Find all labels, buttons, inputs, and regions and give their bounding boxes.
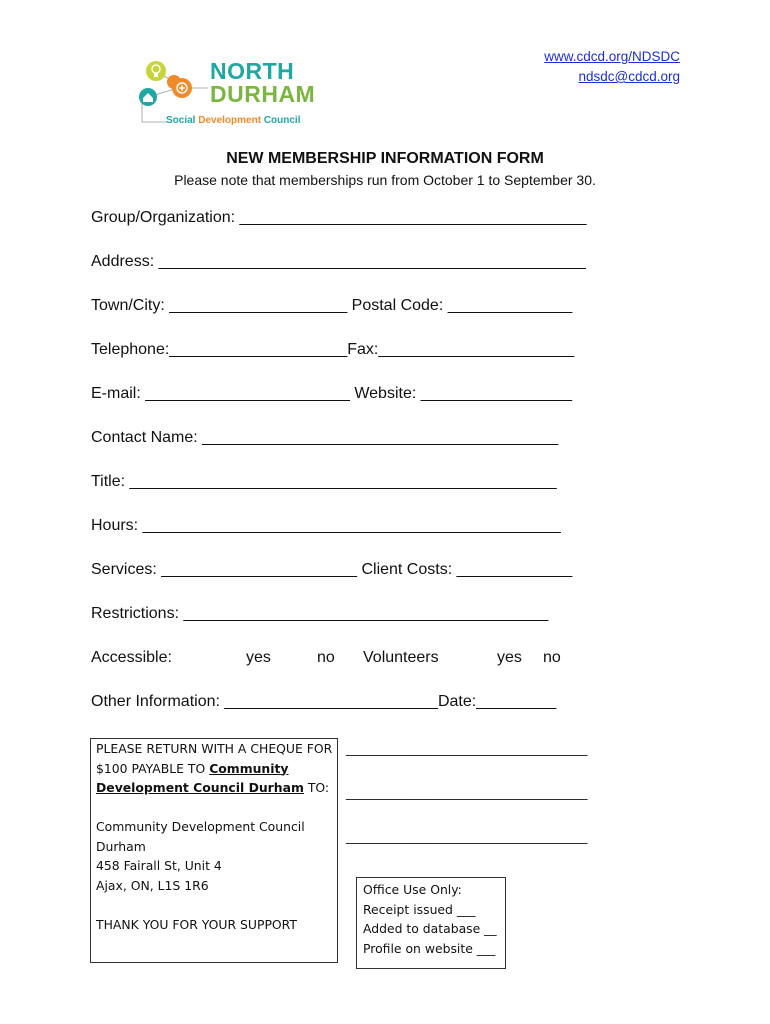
hours-field[interactable]: Hours: _______________________________________________ xyxy=(91,517,561,534)
logo-durham: DURHAM xyxy=(210,81,316,107)
town-postal-field[interactable]: Town/City: ____________________ Postal Code: ______________ xyxy=(91,297,573,314)
header-links xyxy=(544,47,680,87)
logo-north: NORTH xyxy=(210,58,295,84)
volunteers-label: Volunteers xyxy=(363,649,439,666)
logo-sub-social: Social xyxy=(166,115,196,126)
services-costs-field[interactable]: Services: ______________________ Client Costs: _____________ xyxy=(91,561,573,578)
restrictions-field[interactable]: Restrictions: _________________________________________ xyxy=(91,605,549,622)
profile-on-website-field[interactable]: Profile on website ___ xyxy=(363,940,496,956)
signature-line-1[interactable]: _______________________________ xyxy=(346,740,588,756)
address-line-1: Community Development Council xyxy=(96,819,305,834)
title-field[interactable]: Title: ________________________________________________ xyxy=(91,473,557,490)
signature-line-2[interactable]: _______________________________ xyxy=(346,784,588,800)
added-to-database-field[interactable]: Added to database __ xyxy=(363,921,497,936)
address-line-3: 458 Fairall St, Unit 4 xyxy=(96,858,222,873)
return-line-2-prefix: $100 PAYABLE TO xyxy=(96,760,210,776)
signature-line-3[interactable]: _______________________________ xyxy=(346,828,588,844)
contact-name-field[interactable]: Contact Name: ________________________________________ xyxy=(91,429,559,446)
accessible-label: Accessible: xyxy=(91,649,172,666)
accessible-yes-option[interactable]: yes xyxy=(246,649,271,666)
volunteers-no-option[interactable]: no xyxy=(543,649,561,666)
payee-name-part1: Community xyxy=(209,760,289,776)
return-line-3 xyxy=(96,778,337,798)
logo-sub-council: Council xyxy=(263,115,301,126)
address-line-2: Durham xyxy=(96,838,146,854)
volunteers-yes-option[interactable]: yes xyxy=(497,649,522,666)
return-line-1: PLEASE RETURN WITH A CHEQUE FOR xyxy=(96,741,333,756)
return-line-2 xyxy=(96,759,337,779)
logo-subtitle xyxy=(166,115,301,126)
other-info-date-field[interactable]: Other Information: ________________________Date:_________ xyxy=(91,693,557,710)
receipt-issued-field[interactable]: Receipt issued ___ xyxy=(363,901,476,917)
website-link[interactable]: www.cdcd.org/NDSDC xyxy=(544,49,680,64)
return-line-3-suffix: TO: xyxy=(303,780,330,795)
logo-wordmark xyxy=(210,60,315,106)
address-line-4: Ajax, ON, L1S 1R6 xyxy=(96,877,209,893)
form-title: NEW MEMBERSHIP INFORMATION FORM xyxy=(226,150,544,167)
return-instructions-box xyxy=(90,738,338,963)
logo-sub-development: Development xyxy=(198,115,262,126)
email-website-field[interactable]: E-mail: _______________________ Website: _________________ xyxy=(91,385,573,402)
office-use-heading: Office Use Only: xyxy=(363,882,462,897)
office-use-box xyxy=(356,877,506,969)
email-link[interactable]: ndsdc@cdcd.org xyxy=(578,69,680,84)
thank-you-text: THANK YOU FOR YOUR SUPPORT xyxy=(96,916,297,932)
payee-name-part2: Development Council Durham xyxy=(96,780,304,795)
address-field[interactable]: Address: ________________________________________________ xyxy=(91,253,586,270)
telephone-fax-field[interactable]: Telephone:____________________Fax:______________________ xyxy=(91,341,575,358)
group-organization-field[interactable]: Group/Organization: _______________________________________ xyxy=(91,209,587,226)
form-subtitle: Please note that memberships run from October 1 to September 30. xyxy=(174,172,596,188)
accessible-no-option[interactable]: no xyxy=(317,649,335,666)
